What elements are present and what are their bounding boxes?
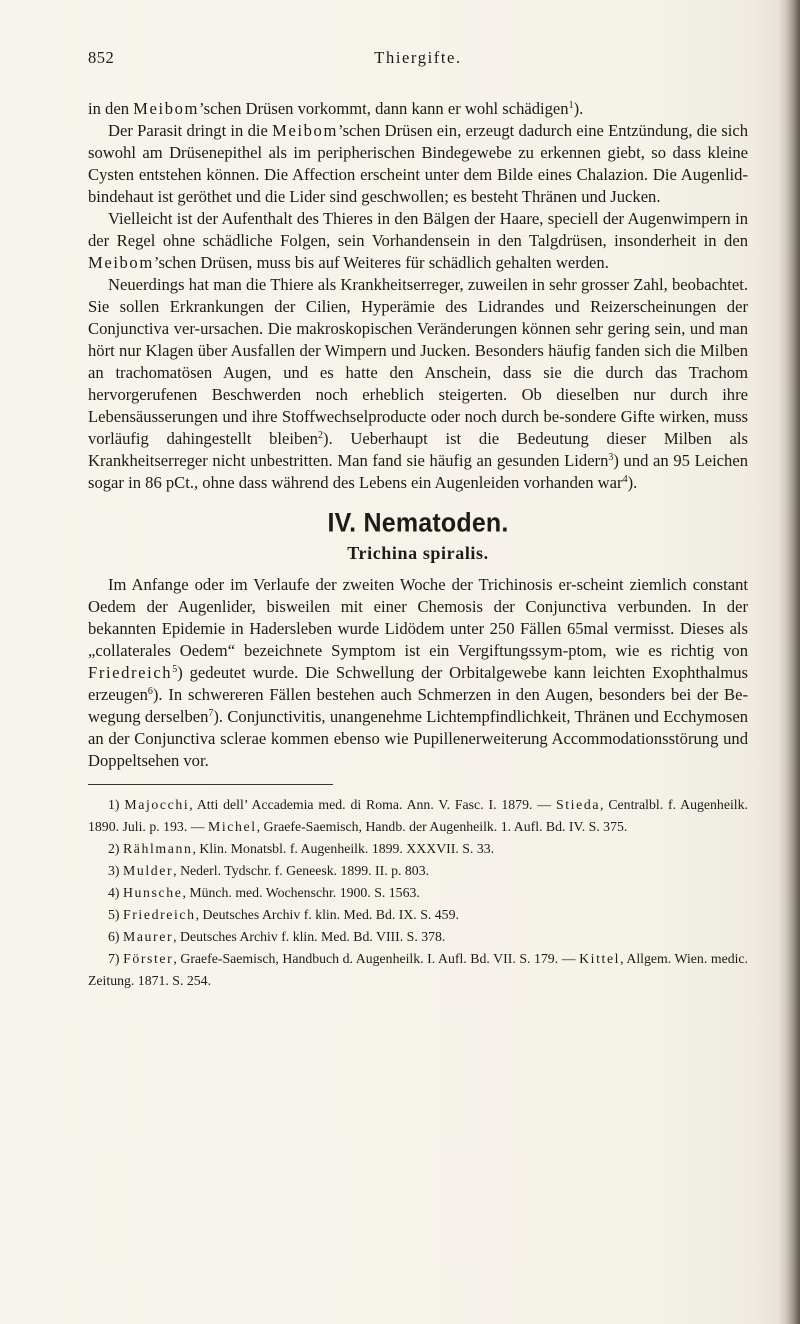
text: ) und an 95 Leichen sogar in 86 pCt., ohne dass während des Lebens ein Augenleiden vorhanden war: [88, 451, 749, 492]
author-name: Michel: [207, 819, 257, 834]
paragraph: [88, 274, 748, 494]
footnote-ref: 3: [608, 452, 614, 463]
page-number: 852: [88, 48, 115, 67]
text: ).: [627, 473, 638, 492]
text: ’schen Drüsen, muss bis auf Weiteres für schädlich gehalten werden.: [153, 253, 609, 272]
text: Vielleicht ist der Aufenthalt des Thieres in den Bälgen der Haare, speciell der Augenwimpern in der Regel ohne schädliche Folgen, sein Vorhandensein in den Talgdrüsen, insonderheit in den: [88, 209, 748, 250]
citation: , Klin. Monatsbl. f. Augenheilk. 1899. XXXVII. S. 33.: [192, 841, 495, 856]
paragraph: [88, 120, 748, 208]
author-name: Hunsche: [122, 885, 183, 900]
citation: , Münch. med. Wochenschr. 1900. S. 1563.: [182, 885, 420, 900]
author-name: Friedreich: [88, 663, 173, 682]
footnotes: [88, 794, 748, 992]
text: ). Conjunctivitis, unangenehme Lichtempfindlichkeit, Thränen und Ecchymosen an der Conjunctiva sclerae kommen ebenso wie Pupillenerweiterung Accommodationsstörung und Doppeltsehen vor.: [88, 707, 748, 770]
text: ). In schwereren Fällen bestehen auch Schmerzen in den Augen, besonders bei der Be-wegung derselben: [88, 685, 748, 726]
footnote: [88, 794, 748, 838]
subsection-heading: Trichina spiralis.: [347, 543, 489, 563]
text: Der Parasit dringt in die: [108, 121, 273, 140]
running-head: Thiergifte.: [374, 48, 462, 67]
citation: , Deutsches Archiv f. klin. Med. Bd. VIII. S. 378.: [173, 929, 446, 944]
footnote-number: 7): [108, 951, 124, 966]
author-name: Stieda: [555, 797, 601, 812]
footnote: [88, 948, 748, 992]
author-name: Mulder: [122, 863, 174, 878]
author-name: Meibom: [272, 121, 338, 140]
footnote-ref: 6: [147, 686, 153, 697]
paragraph: [88, 574, 748, 772]
footnote-ref: 7: [208, 708, 214, 719]
footnote: [88, 860, 748, 882]
citation: , Atti dell’ Accademia med. di Roma. Ann. V. Fasc. I. 1879. —: [189, 797, 556, 812]
author-name: Kittel: [579, 951, 621, 966]
citation: , Graefe-Saemisch, Handb. der Augenheilk. 1. Aufl. Bd. IV. S. 375.: [256, 819, 628, 834]
author-name: Förster: [123, 951, 174, 966]
text: ’schen Drüsen vorkommt, dann kann er wohl schädigen: [199, 99, 569, 118]
footnote: [88, 926, 748, 948]
footnote: [88, 882, 748, 904]
text: in den: [88, 99, 134, 118]
citation: , Allgem. Wien. medic. Zeitung. 1871. S. 254.: [88, 951, 748, 988]
text: ) gedeutet wurde. Die Schwellung der Orbitalgewebe kann leichten Exophthalmus erzeugen: [88, 663, 748, 704]
footnote-number: 2): [108, 841, 123, 856]
footnote-ref: 1: [568, 100, 574, 111]
text: ’schen Drüsen ein, erzeugt dadurch eine Entzündung, die sich sowohl am Drüsenepithel als im peripherischen Bindegewebe zu erkennen giebt, so dass kleine Cysten entstehen können. Die Affection erscheint unter dem Bilde eines Chalazion. Die Augenlid-bindehaut ist geröthet und die Lider sind geschwollen; es besteht Thränen und Jucken.: [88, 121, 748, 206]
page-body: [88, 98, 748, 992]
footnote-number: 3): [108, 863, 123, 878]
author-name: Meibom: [88, 253, 154, 272]
footnote-number: 5): [108, 907, 123, 922]
citation: , Nederl. Tydschr. f. Geneesk. 1899. II. p. 803.: [173, 863, 430, 878]
footnote-number: 4): [108, 885, 123, 900]
author-name: Rählmann: [122, 841, 193, 856]
footnote-ref: 4: [622, 474, 628, 485]
footnote: [88, 904, 748, 926]
author-name: Friedreich: [122, 907, 196, 922]
footnote-number: 6): [108, 929, 123, 944]
paragraph: [88, 98, 748, 120]
footnote-ref: 5: [172, 664, 178, 675]
citation: , Centralbl. f. Augenheilk. 1890. Juli. p. 193. —: [88, 797, 748, 834]
author-name: Majocchi: [124, 797, 190, 812]
page-header: [88, 48, 748, 70]
footnote: [88, 838, 748, 860]
citation: , Deutsches Archiv f. klin. Med. Bd. IX. S. 459.: [195, 907, 459, 922]
text: Im Anfange oder im Verlaufe der zweiten Woche der Trichinosis er-scheint ziemlich constant Oedem der Augenlider, bisweilen mit einer Chemosis der Conjunctiva verbunden. In der bekannten Epidemie in Hadersleben wurde Lidödem unter 250 Fällen 65mal vermisst. Dieses als „collaterales Oedem“ bezeichnete Symptom ist ein Vergiftungssym-ptom, wie es richtig von: [88, 575, 748, 660]
author-name: Maurer: [122, 929, 174, 944]
paragraph: [88, 208, 748, 274]
section-heading: IV. Nematoden.: [327, 508, 509, 538]
author-name: Meibom: [133, 99, 200, 118]
footnote-divider: [88, 784, 333, 785]
footnote-number: 1): [108, 797, 125, 812]
footnote-ref: 2: [317, 430, 323, 441]
book-spine-shadow: [778, 0, 800, 1324]
text: ).: [573, 99, 584, 118]
citation: , Graefe-Saemisch, Handbuch d. Augenheilk. I. Aufl. Bd. VII. S. 179. —: [173, 951, 580, 966]
text: ). Ueberhaupt ist die Bedeutung dieser Milben als Krankheitserreger nicht unbestritten. Man fand sie häufig an gesunden Lidern: [88, 429, 748, 470]
text: Neuerdings hat man die Thiere als Krankheitserreger, zuweilen in sehr grosser Zahl, beobachtet. Sie sollen Erkrankungen der Cilien, Hyperämie des Lidrandes und Reizerscheinungen der Conjunctiva ver-ursachen. Die makroskopischen Veränderungen können sehr gering sein, und man hört nur Klagen über Ausfallen der Wimpern und Jucken. Besonders häufig fanden sich die Milben an trachomatösen Augen, und es hatte den Anschein, dass sie die durch das Trachom hervorgerufenen Beschwerden noch erheblich steigerten. Ob dieselben nur durch ihre Lebensäusserungen und ihre Stoffwechselproducte oder noch durch be-sondere Gifte wirken, muss vorläufig dahingestellt bleiben: [88, 275, 748, 448]
